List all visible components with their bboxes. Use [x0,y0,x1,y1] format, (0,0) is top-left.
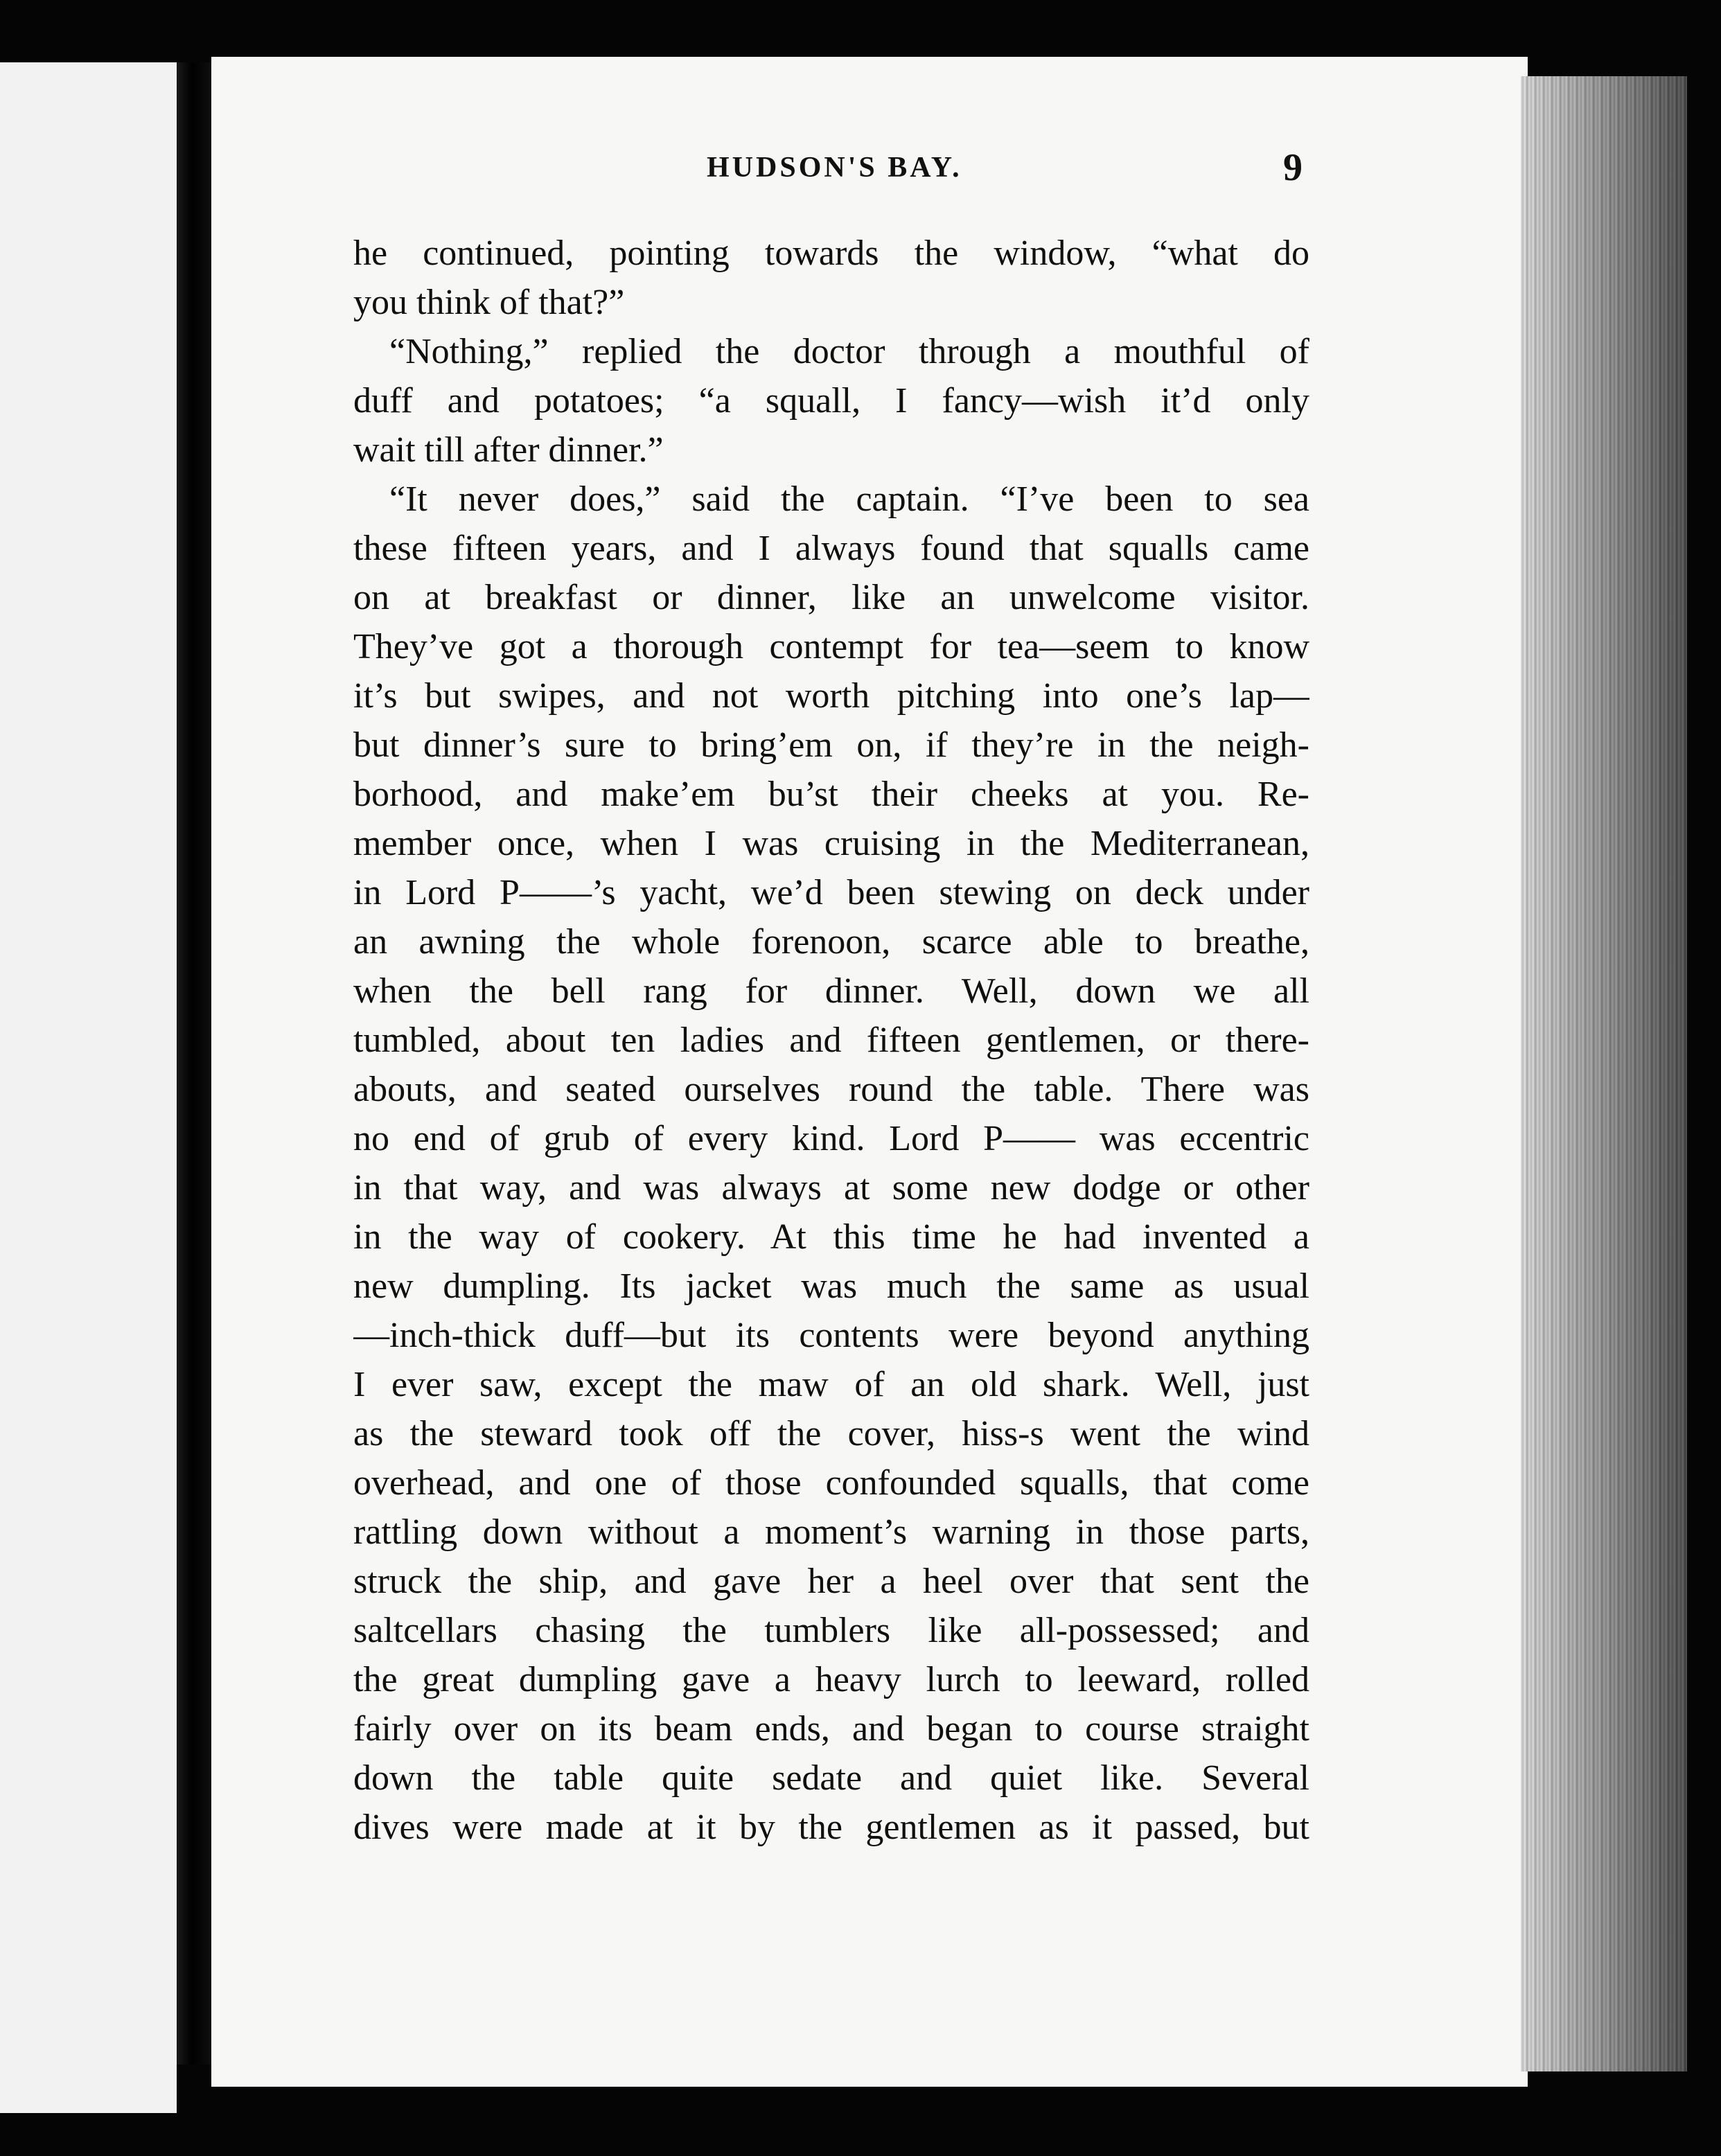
page-stack-shade [1521,76,1687,2071]
text-line: member once, when I was cruising in the Mediterranean, [353,824,1309,863]
text-line: wait till after dinner.” [353,430,664,470]
text-line: “Nothing,” replied the doctor through a mouthful of [389,332,1309,371]
text-line: duff and potatoes; “a squall, I fancy—wish it’d only [353,381,1309,421]
text-line: in the way of cookery. At this time he had invented a [353,1217,1309,1257]
text-line: saltcellars chasing the tumblers like all-possessed; and [353,1611,1309,1650]
body-text [353,229,1309,1852]
text-line: I ever saw, except the maw of an old shark. Well, just [353,1365,1309,1404]
text-line: tumbled, about ten ladies and fifteen gentlemen, or there- [353,1020,1309,1060]
text-line: rattling down without a moment’s warning in those parts, [353,1512,1309,1552]
text-line: borhood, and make’em bu’st their cheeks at you. Re- [353,775,1309,814]
text-line: down the table quite sedate and quiet like. Several [353,1758,1309,1798]
text-line: you think of that?” [353,283,625,322]
text-line: when the bell rang for dinner. Well, down we all [353,971,1309,1011]
facing-page-edge [0,62,177,2113]
running-head-title: HUDSON'S BAY. [707,152,962,184]
text-line: They’ve got a thorough contempt for tea—seem to know [353,627,1309,666]
text-line: it’s but swipes, and not worth pitching into one’s lap— [353,676,1309,716]
text-line: but dinner’s sure to bring’em on, if they’re in the neigh- [353,725,1309,765]
text-line: the great dumpling gave a heavy lurch to leeward, rolled [353,1660,1309,1699]
text-line: “It never does,” said the captain. “I’ve been to sea [389,479,1309,519]
running-head [367,146,1303,200]
text-line: fairly over on its beam ends, and began to course straight [353,1709,1309,1749]
text-line: in Lord P——’s yacht, we’d been stewing on deck under [353,873,1309,912]
text-line: abouts, and seated ourselves round the table. There was [353,1070,1309,1109]
text-line: overhead, and one of those confounded squalls, that come [353,1463,1309,1503]
page-number: 9 [1283,146,1303,189]
text-line: —inch-thick duff—but its contents were beyond anything [353,1316,1309,1355]
text-line: struck the ship, and gave her a heel over that sent the [353,1562,1309,1601]
book-gutter [177,62,215,2065]
text-line: in that way, and was always at some new dodge or other [353,1168,1309,1208]
text-line: these fifteen years, and I always found that squalls came [353,529,1309,568]
text-line: an awning the whole forenoon, scarce able to breathe, [353,922,1309,962]
text-line: dives were made at it by the gentlemen as it passed, but [353,1808,1309,1847]
text-line: no end of grub of every kind. Lord P—— was eccentric [353,1119,1309,1158]
text-line: on at breakfast or dinner, like an unwelcome visitor. [353,578,1309,617]
text-line: as the steward took off the cover, hiss-s went the wind [353,1414,1309,1453]
text-line: he continued, pointing towards the window, “what do [353,233,1309,273]
text-line: new dumpling. Its jacket was much the same as usual [353,1266,1309,1306]
